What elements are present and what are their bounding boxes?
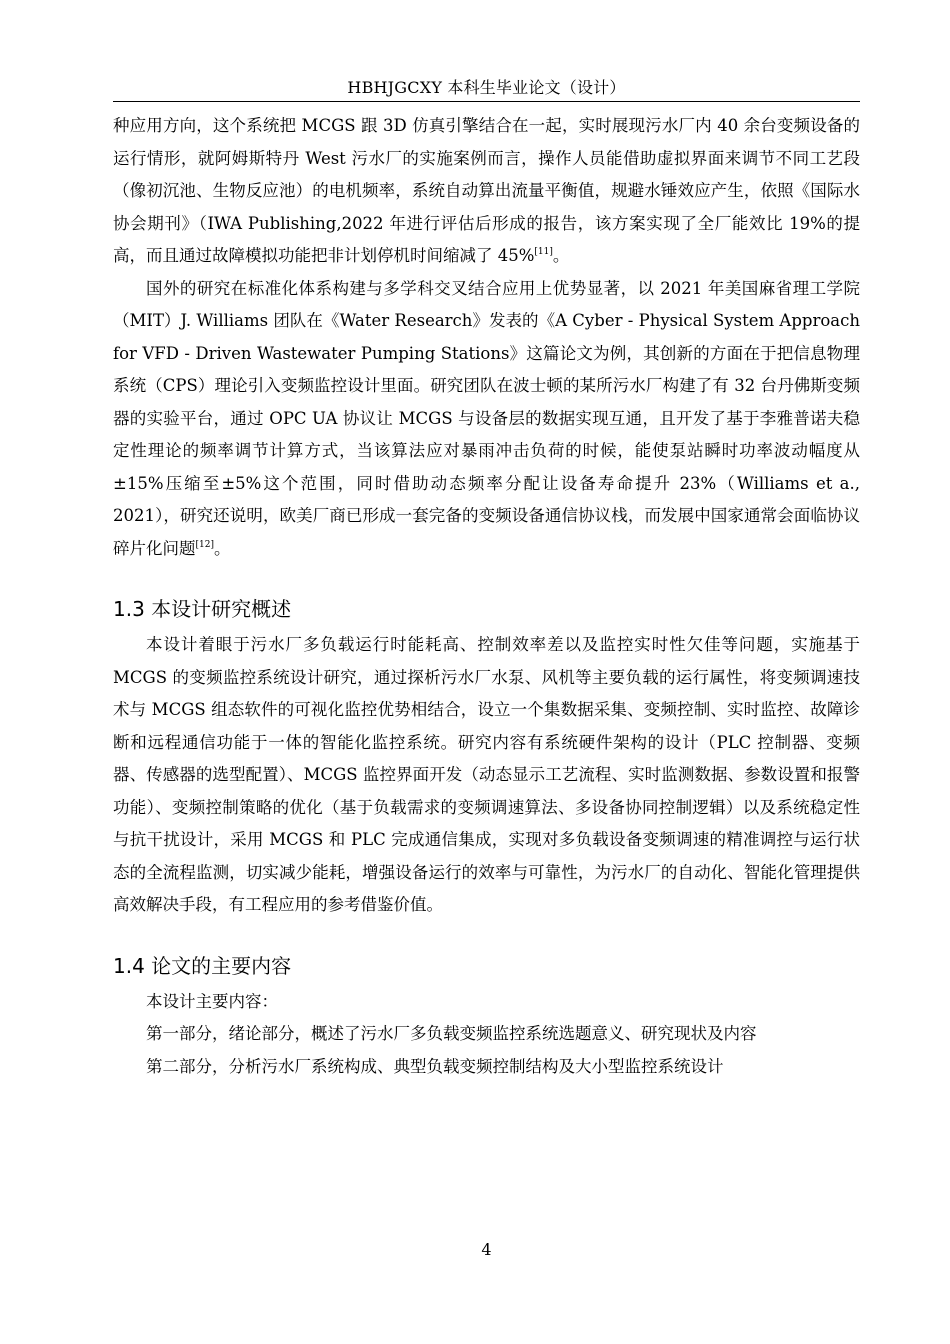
citation-marker: [12] bbox=[195, 539, 214, 550]
page-header: HBHJGCXY 本科生毕业论文（设计） bbox=[347, 78, 626, 97]
paragraph-part-one: 第一部分，绪论部分，概述了污水厂多负载变频监控系统选题意义、研究现状及内容 bbox=[146, 1024, 757, 1043]
header-divider bbox=[113, 101, 860, 102]
paragraph-end-mark: 。 bbox=[552, 246, 570, 265]
section-heading-1-3: 1.3 本设计研究概述 bbox=[113, 597, 292, 621]
paragraph-continued bbox=[113, 110, 860, 273]
paragraph-main-content-intro: 本设计主要内容： bbox=[146, 991, 278, 1011]
paragraph-end-mark: 。 bbox=[213, 538, 231, 558]
paragraph-foreign-research bbox=[113, 273, 860, 566]
paragraph-design-overview: 本设计着眼于污水厂多负载运行时能耗高、控制效率差以及监控实时性欠佳等问题，实施基于 MCGS 的变频监控系统设计研究，通过探析污水厂水泵、风机等主要负载的运行属性，将变频调速技术与 MCGS 组态软件的可视化监控优势相结合，设立一个集数据采集、变频控制、实时监控、故障诊断和远程通信功能于一体的智能化监控系统。研究内容有系统硬件架构的设计（PLC 控制器、变频器、传感器的选型配置）、MCGS 监控界面开发（动态显示工艺流程、实时监测数据、参数设置和报警功能）、变频控制策略的优化（基于负载需求的变频调速算法、多设备协同控制逻辑）以及系统稳定性与抗干扰设计，采用 MCGS 和 PLC 完成通信集成，实现对多负载设备变频调速的精准调控与运行状态的全流程监测，切实减少能耗，增强设备运行的效率与可靠性，为污水厂的自动化、智能化管理提供高效解决手段，有工程应用的参考借鉴价值。 bbox=[113, 635, 860, 914]
paragraph-text: 种应用方向，这个系统把 MCGS 跟 3D 仿真引擎结合在一起，实时展现污水厂内 40 余台变频设备的运行情形，就阿姆斯特丹 West 污水厂的实施案例而言，操作人员能借助虚拟界面来调节不同工艺段（像初沉池、生物反应池）的电机频率，系统自动算出流量平衡值，规避水锤效应产生，依照《国际水协会期刊》（IWA Publishing,2022 年进行评估后形成的报告，该方案实现了全厂能效比 19%的提高，而且通过故障模拟功能把非计划停机时间缩减了 45% bbox=[113, 116, 860, 265]
spacer bbox=[113, 922, 860, 950]
section-heading-1-4: 1.4 论文的主要内容 bbox=[113, 953, 292, 978]
citation-marker: [11] bbox=[534, 247, 553, 257]
paragraph-part-two: 第二部分，分析污水厂系统构成、典型负载变频控制结构及大小型监控系统设计 bbox=[146, 1056, 724, 1076]
spacer bbox=[113, 565, 860, 593]
body-text bbox=[113, 110, 860, 1083]
page-number: 4 bbox=[481, 1240, 492, 1259]
paragraph-text: 国外的研究在标准化体系构建与多学科交叉结合应用上优势显著，以 2021 年美国麻省理工学院（MIT）J. Williams 团队在《Water Research》发表的《A Cyber - Physical System Approach for VFD - Driven Wastewater Pumping Stations》这篇论文为例，其创新的方面在于把信息物理系统（CPS）理论引入变频监控设计里面。研究团队在波士顿的某所污水厂构建了有 32 台丹佛斯变频器的实验平台，通过 OPC UA 协议让 MCGS 与设备层的数据实现互通，且开发了基于李雅普诺夫稳定性理论的频率调节计算方式，当该算法应对暴雨冲击负荷的时候，能使泵站瞬时功率波动幅度从±15%压缩至±5%这个范围，同时借助动态频率分配让设备寿命提升 23%（Williams et a., 2021），研究还说明，欧美厂商已形成一套完备的变频设备通信协议栈，而发展中国家通常会面临协议碎片化问题 bbox=[113, 278, 860, 558]
